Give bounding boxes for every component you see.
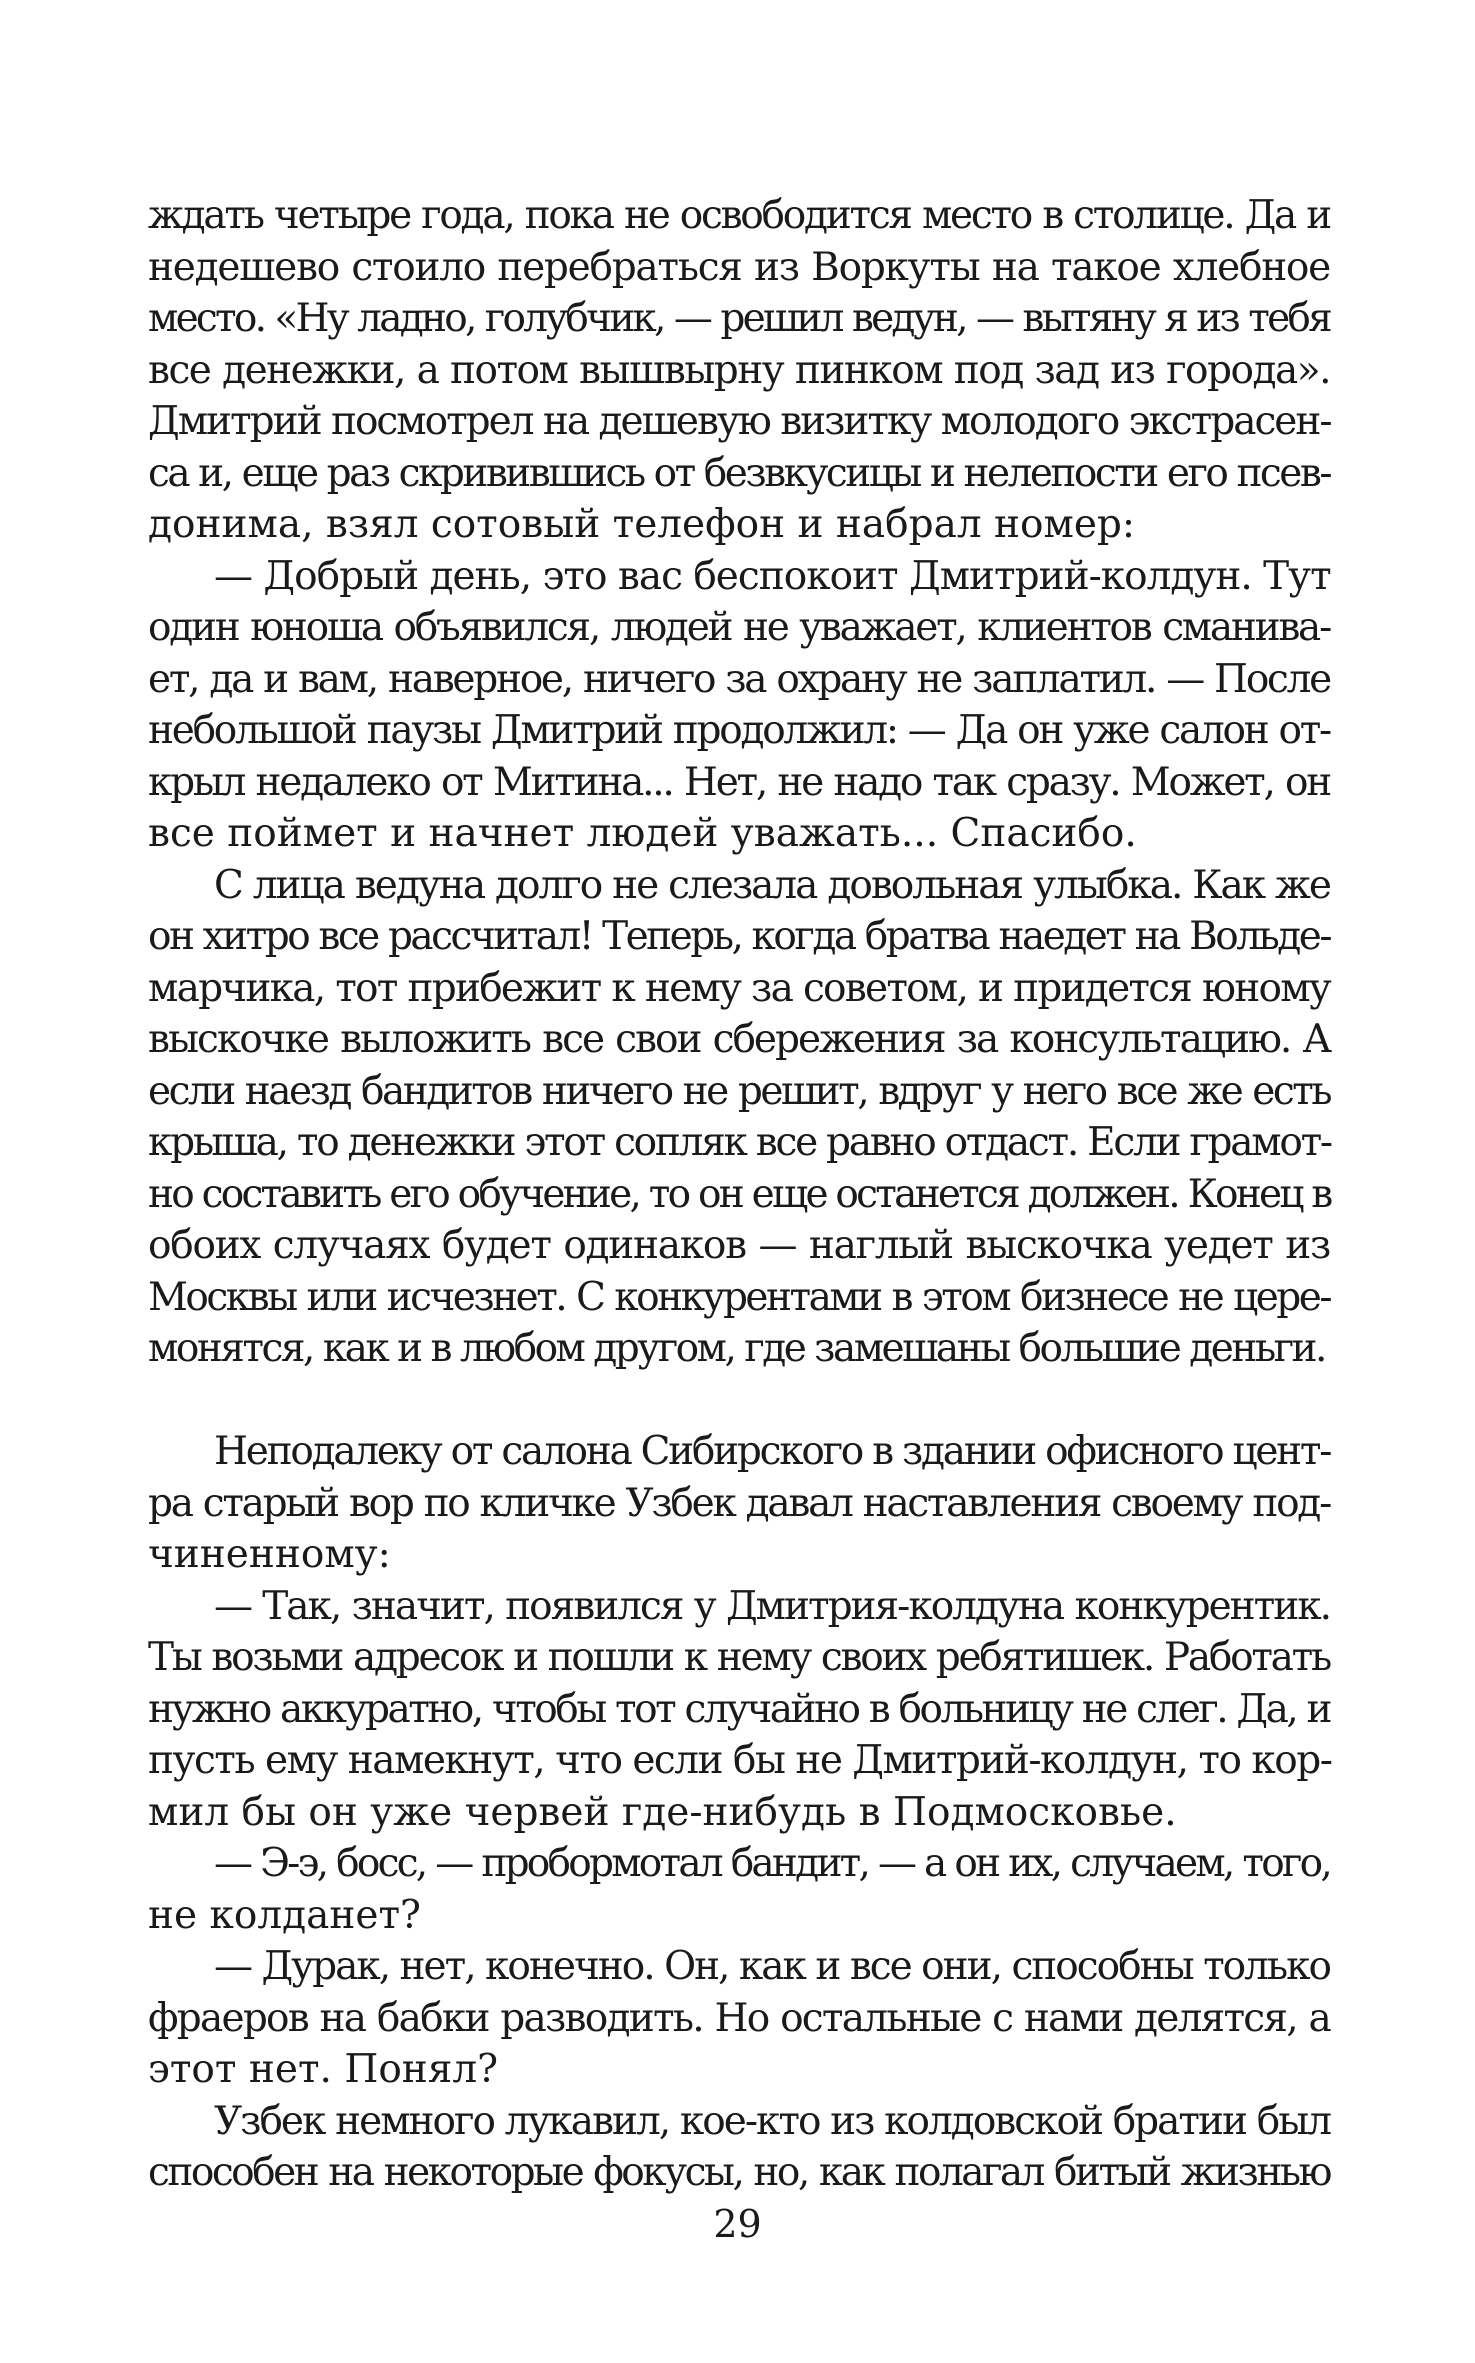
text-line: он хитро все рассчитал! Теперь, когда братва наедет на Вольде- (148, 914, 1330, 959)
paragraph (148, 1941, 1330, 2096)
text-line: са и, еще раз скривившись от безвкусицы и нелепости его псев- (148, 450, 1330, 496)
paragraph (148, 1838, 1330, 1941)
text-line: ет, да и вам, наверное, ничего за охрану не заплатил. — После (148, 656, 1330, 702)
text-line: С лица ведуна долго не слезала довольная улыбка. Как же (214, 862, 1330, 908)
text-line: место. «Ну ладно, голубчик, — решил ведун, — вытяну я из тебя (148, 296, 1330, 341)
text-line: пусть ему намекнут, что если бы не Дмитрий-колдун, то кор- (148, 1738, 1332, 1783)
text-line: один юноша объявился, людей не уважает, клиентов сманива- (148, 605, 1330, 650)
text-line: — Добрый день, это вас беспокоит Дмитрий-колдун. Тут (214, 553, 1331, 599)
page-number: 29 (713, 2202, 762, 2246)
text-line: не колданет? (148, 1892, 421, 1938)
text-line: крыл недалеко от Митина... Нет, не надо так сразу. Может, он (148, 759, 1330, 805)
text-line: мил бы он уже червей где-нибудь в Подмосковье. (148, 1789, 1177, 1835)
text-line: — Так, значит, появился у Дмитрия-колдуна конкурентик. (214, 1583, 1330, 1629)
text-line: выскочке выложить все свои сбережения за консультацию. А (148, 1017, 1330, 1062)
paragraph (148, 1426, 1330, 1581)
text-line: недешево стоило перебраться из Воркуты на такое хлебное (148, 244, 1330, 290)
text-line: — Э-э, босс, — пробормотал бандит, — а он их, случаем, того, (214, 1841, 1330, 1886)
text-line: но составить его обучение, то он еще останется должен. Конец в (148, 1171, 1331, 1217)
text-line: крыша, то денежки этот сопляк все равно отдаст. Если грамот- (148, 1120, 1331, 1165)
text-line: небольшой паузы Дмитрий продолжил: — Да он уже салон от- (148, 708, 1330, 753)
section-break (148, 1375, 1330, 1427)
text-line: Неподалеку от салона Сибирского в здании офисного цент- (214, 1429, 1331, 1474)
text-line: — Дурак, нет, конечно. Он, как и все они, способны только (214, 1944, 1330, 1989)
text-line: донима, взял сотовый телефон и набрал номер: (148, 502, 1136, 547)
text-line: Ты возьми адресок и пошли к нему своих ребятишек. Работать (148, 1635, 1330, 1680)
text-line: все поймет и начнет людей уважать... Спасибо. (148, 811, 1137, 856)
text-line: Москвы или исчезнет. С конкурентами в этом бизнесе не цере- (148, 1274, 1330, 1320)
paragraph (148, 190, 1330, 551)
text-line: обоих случаях будет одинаков — наглый выскочка уедет из (148, 1223, 1330, 1268)
paragraph (148, 551, 1330, 860)
text-line: Узбек немного лукавил, кое-кто из колдовской братии был (214, 2098, 1330, 2144)
text-line: Дмитрий посмотрел на дешевую визитку молодого экстрасен- (148, 399, 1331, 444)
text-line: нужно аккуратно, чтобы тот случайно в больницу не слег. Да, и (148, 1686, 1330, 1732)
text-line: ра старый вор по кличке Узбек давал наставления своему под- (148, 1480, 1330, 1526)
text-line: все денежки, а потом вышвырну пинком под зад из города». (148, 347, 1330, 393)
paragraph (148, 860, 1330, 1375)
paragraph (148, 1581, 1330, 1839)
text-line: монятся, как и в любом другом, где замешаны большие деньги. (148, 1326, 1325, 1371)
text-line: способен на некоторые фокусы, но, как полагал битый жизнью (148, 2150, 1330, 2195)
text-line: марчика, тот прибежит к нему за советом, и придется юному (148, 965, 1330, 1011)
text-line: если наезд бандитов ничего не решит, вдруг у него все же есть (148, 1068, 1330, 1114)
paragraph (148, 2096, 1330, 2199)
page-body (148, 190, 1330, 2199)
text-line: чиненному: (148, 1532, 391, 1577)
text-line: ждать четыре года, пока не освободится место в столице. Да и (148, 193, 1330, 238)
text-line: фраеров на бабки разводить. Но остальные с нами делятся, а (148, 1995, 1330, 2041)
text-line: этот нет. Понял? (148, 2047, 499, 2092)
